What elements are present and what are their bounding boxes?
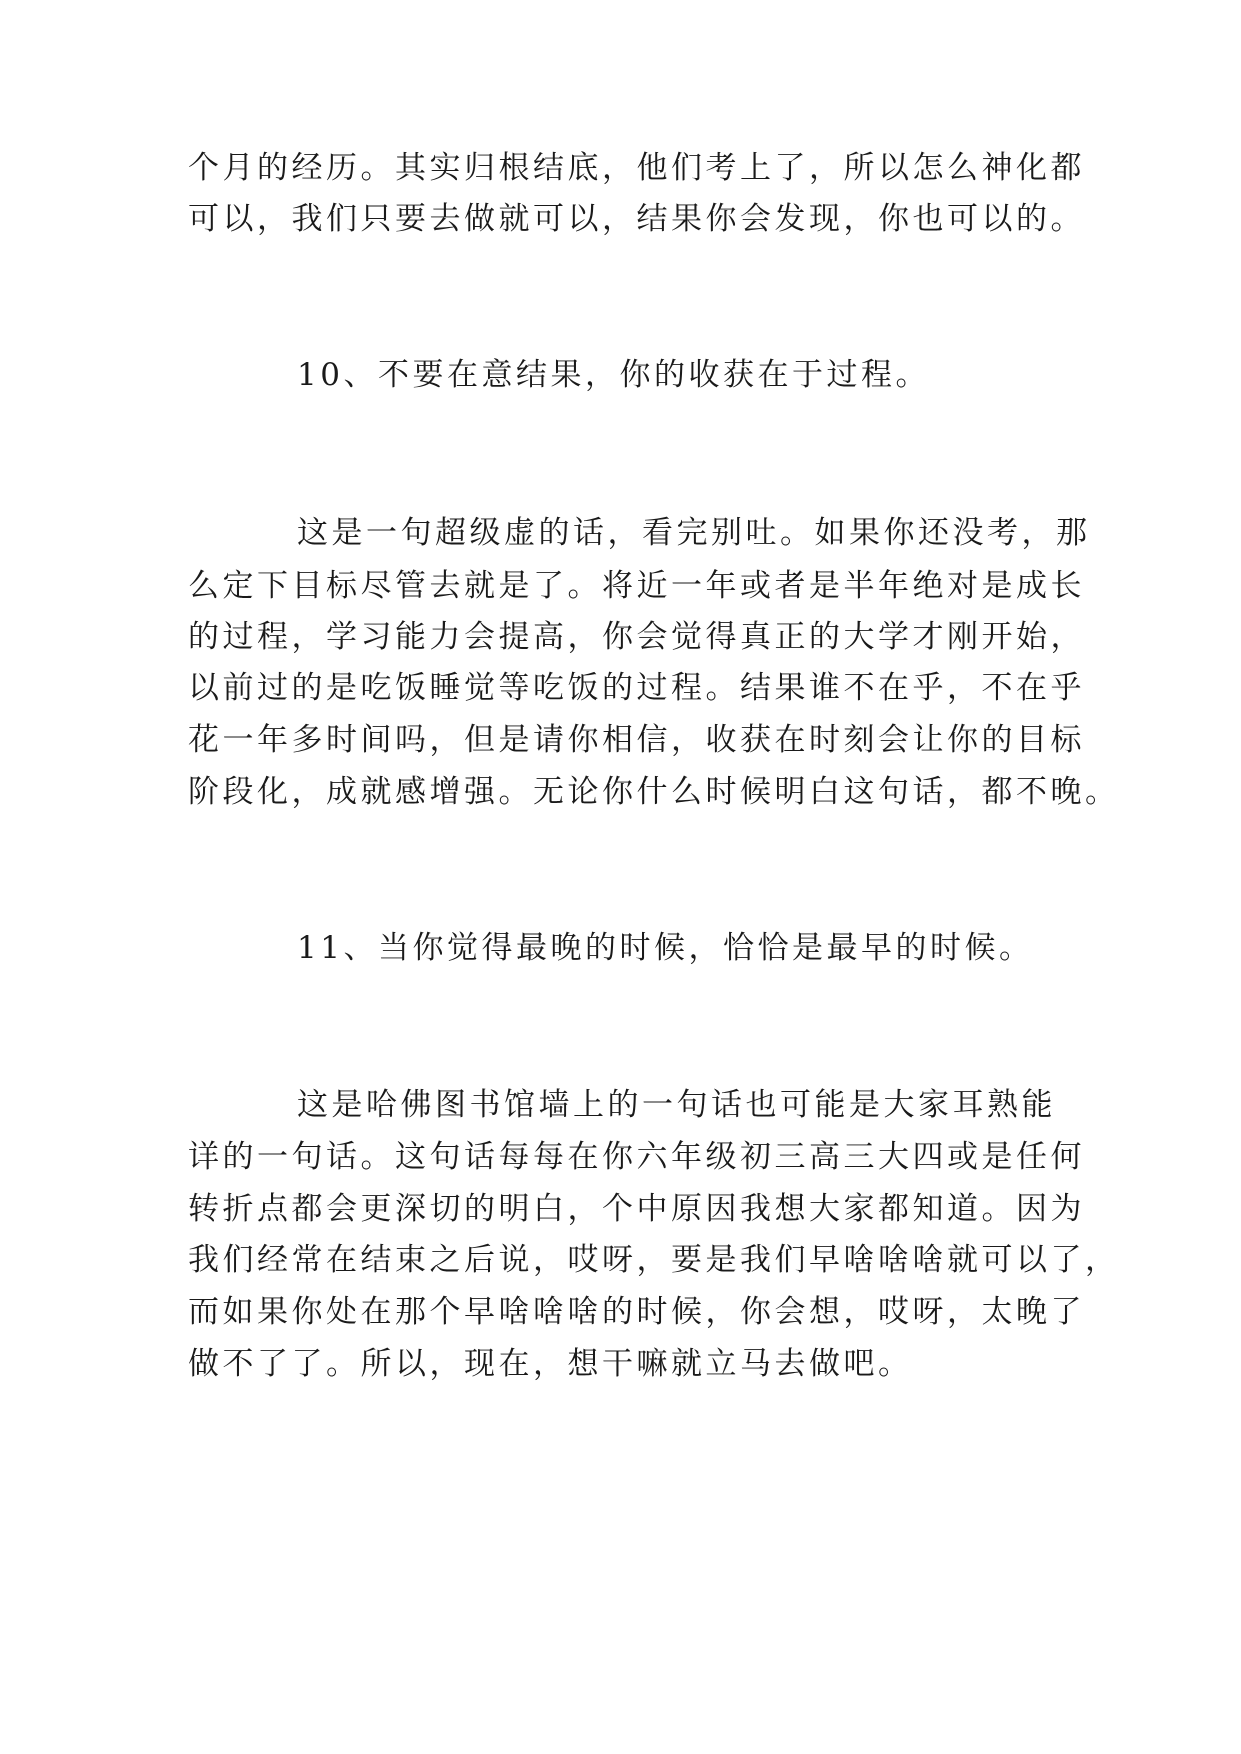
paragraph-line: 这是哈佛图书馆墙上的一句话也可能是大家耳熟能	[297, 1087, 1056, 1123]
paragraph-line: 做不了了。所以，现在，想干嘛就立马去做吧。	[188, 1346, 913, 1382]
paragraph-line: 以前过的是吃饭睡觉等吃饭的过程。结果谁不在乎，不在乎	[188, 670, 1085, 706]
paragraph-line: 么定下目标尽管去就是了。将近一年或者是半年绝对是成长	[188, 568, 1085, 604]
section-heading-10: 10、不要在意结果，你的收获在于过程。	[297, 357, 930, 393]
paragraph-line: 而如果你处在那个早啥啥啥的时候，你会想，哎呀，太晚了	[188, 1294, 1085, 1330]
paragraph-line: 阶段化，成就感增强。无论你什么时候明白这句话，都不晚。	[188, 774, 1120, 810]
paragraph-line: 我们经常在结束之后说，哎呀，要是我们早啥啥啥就可以了，	[188, 1242, 1120, 1278]
paragraph-line: 的过程，学习能力会提高，你会觉得真正的大学才刚开始，	[188, 619, 1085, 655]
paragraph-line: 转折点都会更深切的明白，个中原因我想大家都知道。因为	[188, 1191, 1085, 1227]
paragraph-line: 花一年多时间吗，但是请你相信，收获在时刻会让你的目标	[188, 722, 1085, 758]
paragraph-line: 个月的经历。其实归根结底，他们考上了，所以怎么神化都	[188, 150, 1085, 186]
paragraph-line: 这是一句超级虚的话，看完别吐。如果你还没考，那	[297, 515, 1091, 551]
paragraph-line: 详的一句话。这句话每每在你六年级初三高三大四或是任何	[188, 1139, 1085, 1175]
paragraph-line: 可以，我们只要去做就可以，结果你会发现，你也可以的。	[188, 201, 1085, 237]
section-heading-11: 11、当你觉得最晚的时候，恰恰是最早的时候。	[297, 930, 1034, 966]
